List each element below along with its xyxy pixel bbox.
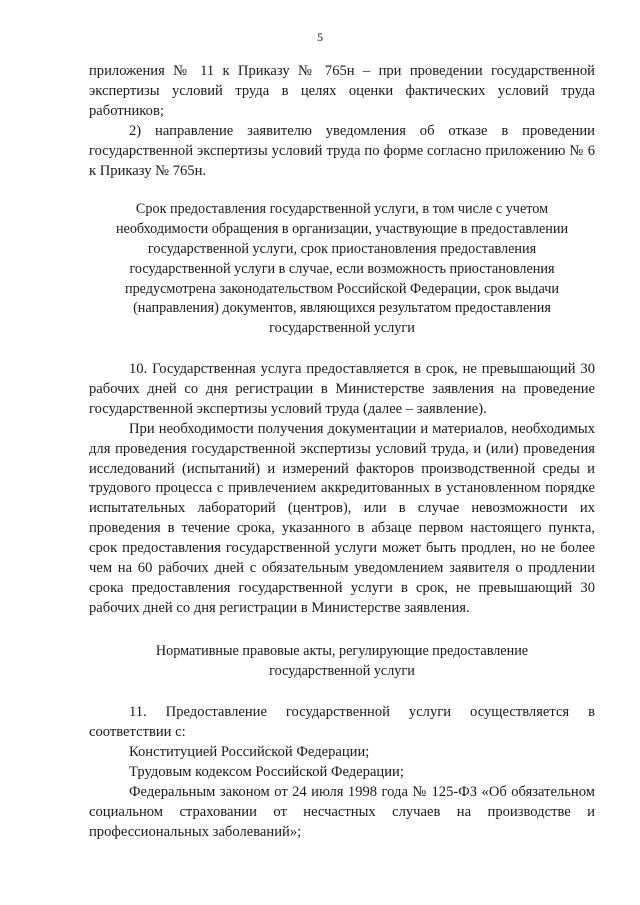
paragraph-10-extension: При необходимости получения документации и материалов, необходимых для проведения государственной экспертизы условий труда, и (или) проведения исследований (испытаний) и измерений факторов производственной среды и трудового процесса с привлечением аккредитованных в установленном порядке испытательных лабораторий (центров), или в случае невозможности их проведения в течение срока, указанного в абзаце первом настоящего пункта, срок предоставления государственной услуги может быть продлен, но не более чем на 60 рабочих дней с обязательным уведомлением заявителя о продлении срока предоставления государственной услуги в срок, не превышающий 30 рабочих дней со дня регистрации в Министерстве заявления. [89, 420, 595, 616]
paragraph-item-2: 2) направление заявителю уведомления об отказе в проведении государственной экспертизы условий труда по форме согласно приложению № 6 к Приказу № 765н. [89, 122, 595, 179]
paragraph-continuation: приложения № 11 к Приказу № 765н – при проведении государственной экспертизы условий труда в целях оценки фактических условий труда работников; [89, 63, 595, 119]
paragraph-11: 11. Предоставление государственной услуги осуществляется в соответствии с: [89, 704, 595, 741]
list-item-labor-code: Трудовым кодексом Российской Федерации; [129, 764, 404, 781]
section-heading-legal-acts: Нормативные правовые акты, регулирующие предоставление государственной услуги [155, 642, 529, 679]
page-number: 5 [317, 30, 323, 44]
list-item-federal-law-125: Федеральным законом от 24 июля 1998 года № 125-ФЗ «Об обязательном социальном страховании от несчастных случаев на производстве и профессиональных заболеваний»; [89, 784, 595, 840]
document-body [89, 62, 595, 843]
list-item-constitution: Конституцией Российской Федерации; [129, 744, 370, 761]
paragraph-10: 10. Государственная услуга предоставляется в срок, не превышающий 30 рабочих дней со дня регистрации в Министерстве заявления на проведение государственной экспертизы условий труда (далее – заявление). [89, 361, 595, 417]
section-heading-term: Срок предоставления государственной услуги, в том числе с учетом необходимости обращения в организации, участвующие в предоставлении государственной услуги, срок приостановления предоставления государственной услуги в случае, если возможность приостановления предусмотрена законодательством Российской Федерации, срок выдачи (направления) документов, являющихся результатом предоставления государственной услуги [115, 201, 569, 337]
